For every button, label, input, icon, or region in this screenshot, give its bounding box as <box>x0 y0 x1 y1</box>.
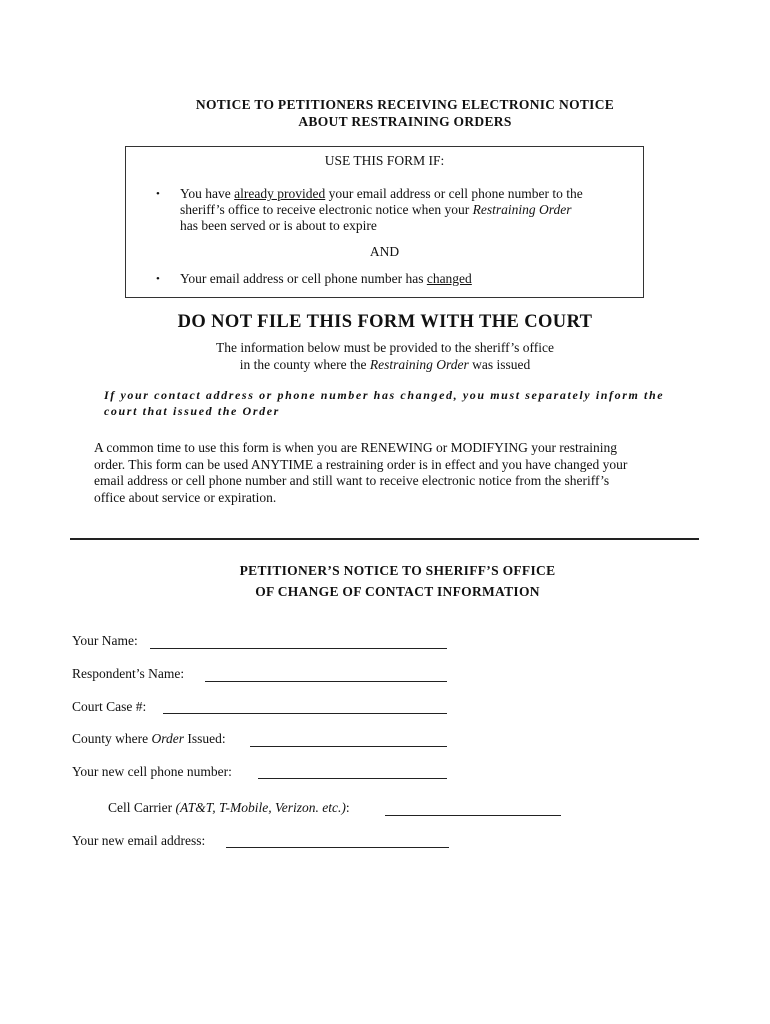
criteria-1-restraining-order: Restraining Order <box>472 202 572 217</box>
paragraph-line3: email address or cell phone number and still want to receive electronic notice from the sheriff’s <box>94 473 610 488</box>
court-case-label: Court Case #: <box>72 699 147 714</box>
respondent-name-field[interactable] <box>205 681 447 682</box>
paragraph-line2: order. This form can be used ANYTIME a restraining order is in effect and you have changed your <box>94 456 628 472</box>
form-title-line2: OF CHANGE OF CONTACT INFORMATION <box>255 584 540 599</box>
criteria-1-text-b: your email address or cell phone number to the <box>325 186 583 201</box>
criteria-1-line3: has been served or is about to expire <box>180 218 377 233</box>
cell-carrier-text: Cell Carrier <box>108 800 176 815</box>
sheriff-office-instructions <box>150 339 620 373</box>
criteria-item-1 <box>180 186 640 234</box>
bullet-icon: • <box>156 273 160 285</box>
county-label-issued: Issued: <box>183 731 226 746</box>
instructions-line2-end: was issued <box>468 357 531 372</box>
paragraph-line4: office about service or expiration. <box>94 489 277 505</box>
criteria-2-underlined: changed <box>426 271 472 286</box>
cell-carrier-colon: : <box>345 800 350 815</box>
instructions-line1: The information below must be provided to the sheriff’s office <box>215 340 555 355</box>
county-label-text: County where <box>72 731 152 746</box>
respondent-name-label: Respondent’s Name: <box>72 666 185 681</box>
inform-court-line1: If your contact address or phone number has changed, you must separately inform the <box>104 388 665 402</box>
cell-carrier-field[interactable] <box>385 815 561 816</box>
email-field[interactable] <box>226 847 449 848</box>
county-label-order: Order <box>151 731 184 746</box>
cell-phone-field[interactable] <box>258 778 447 779</box>
notice-title-line2: ABOUT RESTRAINING ORDERS <box>298 114 512 129</box>
form-title-line1: PETITIONER’S NOTICE TO SHERIFF’S OFFICE <box>239 563 556 578</box>
county-label <box>72 731 226 747</box>
cell-carrier-examples: (AT&T, T-Mobile, Verizon. etc.) <box>175 800 346 815</box>
cell-phone-label: Your new cell phone number: <box>72 764 232 779</box>
use-form-box <box>125 146 644 298</box>
use-form-box-title: USE THIS FORM IF: <box>324 153 445 168</box>
criteria-1-text-a: You have <box>180 186 235 201</box>
do-not-file-heading: DO NOT FILE THIS FORM WITH THE COURT <box>177 312 593 332</box>
criteria-2-text: Your email address or cell phone number has <box>180 271 427 286</box>
section-divider <box>70 538 699 540</box>
bullet-icon: • <box>156 188 160 200</box>
usage-paragraph <box>94 440 704 506</box>
form-title <box>120 560 675 602</box>
instructions-line2: in the county where the <box>239 357 370 372</box>
inform-court-note <box>104 387 704 419</box>
your-name-field[interactable] <box>150 648 447 649</box>
instructions-restraining-order: Restraining Order <box>369 357 469 372</box>
criteria-1-line2: sheriff’s office to receive electronic notice when your <box>180 202 473 217</box>
your-name-label: Your Name: <box>72 633 138 648</box>
cell-carrier-label <box>108 800 350 816</box>
criteria-1-underlined: already provided <box>234 186 326 201</box>
email-label: Your new email address: <box>72 833 206 848</box>
paragraph-line1: A common time to use this form is when you are RENEWING or MODIFYING your restraining <box>94 440 618 455</box>
notice-title <box>120 96 690 130</box>
criteria-item-2 <box>180 271 472 287</box>
county-field[interactable] <box>250 746 447 747</box>
court-case-field[interactable] <box>163 713 447 714</box>
inform-court-line2: court that issued the Order <box>104 404 280 418</box>
and-label: AND <box>369 244 400 259</box>
notice-title-line1: NOTICE TO PETITIONERS RECEIVING ELECTRONIC NOTICE <box>195 97 615 112</box>
